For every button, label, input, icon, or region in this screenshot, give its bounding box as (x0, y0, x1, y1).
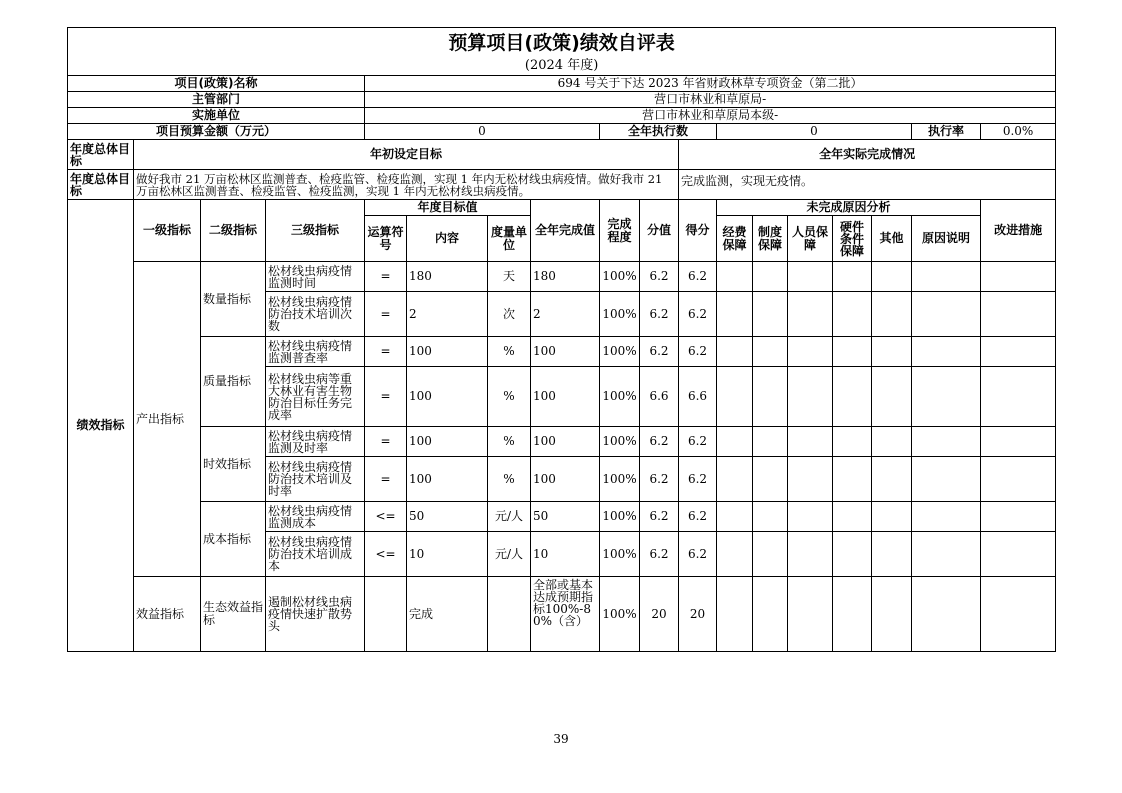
header-reason-note: 原因说明 (912, 216, 981, 262)
row-complete: 100 (531, 457, 600, 502)
row-got: 6.6 (679, 367, 717, 427)
rate-label: 执行率 (912, 124, 981, 140)
row-degree: 100% (600, 502, 640, 532)
row-got: 6.2 (679, 292, 717, 337)
header-improve: 改进措施 (981, 200, 1056, 262)
row-op: = (365, 367, 407, 427)
row-op: = (365, 292, 407, 337)
row-content: 100 (407, 367, 488, 427)
row-content: 10 (407, 532, 488, 577)
row-complete: 180 (531, 262, 600, 292)
rate-value: 0.0% (981, 124, 1056, 140)
row-score: 6.6 (640, 367, 679, 427)
row-op: <= (365, 502, 407, 532)
goal-set-header: 年初设定目标 (134, 140, 679, 170)
level2-time: 时效指标 (201, 427, 266, 502)
row-complete: 100 (531, 367, 600, 427)
row-l3: 松材线虫病疫情监测成本 (266, 502, 365, 532)
row-unit (488, 577, 531, 652)
row-content: 2 (407, 292, 488, 337)
row-score: 6.2 (640, 262, 679, 292)
row-unit: % (488, 367, 531, 427)
header-reason-system: 制度保障 (753, 216, 788, 262)
unit-label: 实施单位 (68, 108, 365, 124)
row-content: 完成 (407, 577, 488, 652)
header-target-group: 年度目标值 (365, 200, 531, 216)
goal-set-text: 做好我市 21 万亩松林区监测普查、检疫监管、检疫监测，实现 1 年内无松材线虫病疫情。做好我市 21 万亩松林区监测普查、检疫监管、检疫监测，实现 1 年内无松材线虫病疫情。 (134, 170, 679, 200)
row-score: 6.2 (640, 427, 679, 457)
perf-indicator-label: 绩效指标 (68, 200, 134, 652)
row-l3: 松材线虫病等重大林业有害生物防治目标任务完成率 (266, 367, 365, 427)
row-score: 6.2 (640, 502, 679, 532)
exec-value: 0 (717, 124, 912, 140)
row-score: 6.2 (640, 337, 679, 367)
row-op: = (365, 457, 407, 502)
goal-actual-header: 全年实际完成情况 (679, 140, 1056, 170)
row-complete: 100 (531, 337, 600, 367)
header-level1: 一级指标 (134, 200, 201, 262)
header-reason-group: 未完成原因分析 (717, 200, 981, 216)
table-row (68, 427, 1056, 457)
row-op: = (365, 427, 407, 457)
row-unit: 元/人 (488, 502, 531, 532)
row-degree: 100% (600, 427, 640, 457)
row-score: 20 (640, 577, 679, 652)
row-content: 100 (407, 427, 488, 457)
header-unit: 度量单位 (488, 216, 531, 262)
header-complete: 全年完成值 (531, 200, 600, 262)
goal-actual-text: 完成监测，实现无疫情。 (679, 170, 1056, 200)
header-op: 运算符号 (365, 216, 407, 262)
row-score: 6.2 (640, 292, 679, 337)
exec-label: 全年执行数 (600, 124, 717, 140)
page-title: 预算项目(政策)绩效自评表 (68, 28, 1056, 58)
row-l3: 遏制松材线虫病疫情快速扩散势头 (266, 577, 365, 652)
row-content: 50 (407, 502, 488, 532)
row-degree: 100% (600, 577, 640, 652)
project-name-label: 项目(政策)名称 (68, 76, 365, 92)
row-op: = (365, 337, 407, 367)
row-got: 6.2 (679, 427, 717, 457)
row-degree: 100% (600, 367, 640, 427)
unit-value: 营口市林业和草原局本级- (365, 108, 1056, 124)
row-content: 100 (407, 457, 488, 502)
row-got: 20 (679, 577, 717, 652)
header-reason-staff: 人员保障 (788, 216, 833, 262)
row-unit: 天 (488, 262, 531, 292)
row-got: 6.2 (679, 532, 717, 577)
row-got: 6.2 (679, 457, 717, 502)
row-score: 6.2 (640, 457, 679, 502)
row-l3: 松材线虫病疫情监测普查率 (266, 337, 365, 367)
table-row (68, 337, 1056, 367)
header-level2: 二级指标 (201, 200, 266, 262)
row-op (365, 577, 407, 652)
row-content: 100 (407, 337, 488, 367)
level2-eco: 生态效益指标 (201, 577, 266, 652)
row-l3: 松材线虫病疫情监测时间 (266, 262, 365, 292)
row-unit: 元/人 (488, 532, 531, 577)
row-got: 6.2 (679, 502, 717, 532)
page-number: 39 (553, 732, 569, 746)
project-name-value: 694 号关于下达 2023 年省财政林草专项资金（第二批） (365, 76, 1056, 92)
level2-quality: 质量指标 (201, 337, 266, 427)
header-content: 内容 (407, 216, 488, 262)
row-complete: 10 (531, 532, 600, 577)
page-subtitle-year: (2024 年度) (68, 58, 1056, 76)
row-l3: 松材线虫病疫情监测及时率 (266, 427, 365, 457)
row-degree: 100% (600, 292, 640, 337)
level1-benefit: 效益指标 (134, 577, 201, 652)
header-level3: 三级指标 (266, 200, 365, 262)
row-got: 6.2 (679, 337, 717, 367)
row-unit: 次 (488, 292, 531, 337)
row-degree: 100% (600, 532, 640, 577)
row-unit: % (488, 427, 531, 457)
budget-label: 项目预算金额（万元） (68, 124, 365, 140)
row-degree: 100% (600, 457, 640, 502)
row-l3: 松材线虫病疫情防治技术培训及时率 (266, 457, 365, 502)
row-l3: 松材线虫病疫情防治技术培训次数 (266, 292, 365, 337)
header-degree: 完成程度 (600, 200, 640, 262)
budget-value: 0 (365, 124, 600, 140)
level2-cost: 成本指标 (201, 502, 266, 577)
evaluation-sheet (67, 27, 1055, 652)
row-op: = (365, 262, 407, 292)
goal-label-2: 年度总体目标 (68, 170, 134, 200)
row-degree: 100% (600, 262, 640, 292)
dept-label: 主管部门 (68, 92, 365, 108)
row-complete: 全部或基本达成预期指标100%-80%（含） (531, 577, 600, 652)
row-complete: 2 (531, 292, 600, 337)
row-got: 6.2 (679, 262, 717, 292)
row-unit: % (488, 457, 531, 502)
header-reason-hardware: 硬件条件保障 (833, 216, 872, 262)
row-complete: 100 (531, 427, 600, 457)
row-score: 6.2 (640, 532, 679, 577)
dept-value: 营口市林业和草原局- (365, 92, 1056, 108)
evaluation-table (67, 27, 1056, 652)
table-row (68, 502, 1056, 532)
row-op: <= (365, 532, 407, 577)
header-reason-funding: 经费保障 (717, 216, 753, 262)
header-reason-other: 其他 (872, 216, 912, 262)
row-complete: 50 (531, 502, 600, 532)
goal-label: 年度总体目标 (68, 140, 134, 170)
level1-output: 产出指标 (134, 262, 201, 577)
row-l3: 松材线虫病疫情防治技术培训成本 (266, 532, 365, 577)
table-row (68, 577, 1056, 652)
header-got: 得分 (679, 200, 717, 262)
row-content: 180 (407, 262, 488, 292)
level2-quantity: 数量指标 (201, 262, 266, 337)
row-degree: 100% (600, 337, 640, 367)
header-score: 分值 (640, 200, 679, 262)
row-unit: % (488, 337, 531, 367)
table-row (68, 262, 1056, 292)
